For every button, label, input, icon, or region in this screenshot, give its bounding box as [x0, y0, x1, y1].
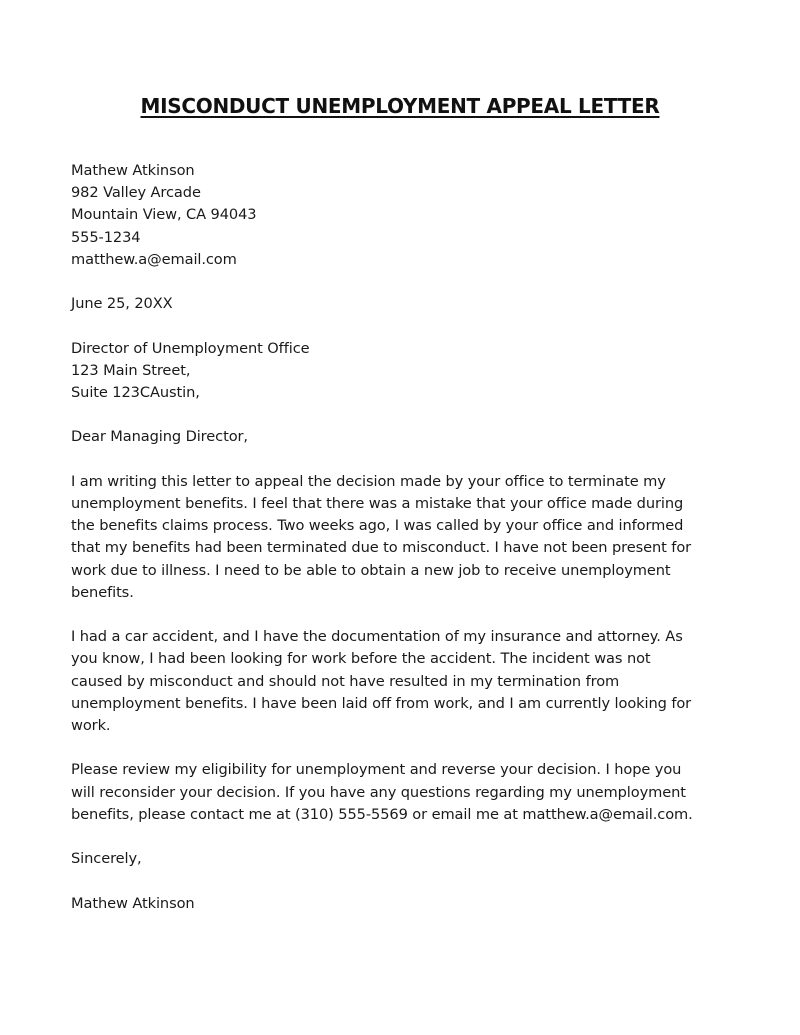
paragraph-line: you know, I had been looking for work before the accident. The incident was not: [71, 650, 651, 668]
recipient-address-block: [71, 338, 736, 405]
paragraph-line: that my benefits had been terminated due to misconduct. I have not been present for: [71, 539, 692, 557]
letter-body: [71, 160, 736, 915]
paragraph-line: unemployment benefits. I have been laid off from work, and I am currently looking for: [71, 694, 692, 712]
paragraph-line: work.: [71, 717, 111, 734]
recipient-street: 123 Main Street,: [71, 361, 191, 379]
signature-name: Mathew Atkinson: [71, 894, 195, 912]
sender-street: 982 Valley Arcade: [71, 184, 201, 202]
salutation: Dear Managing Director,: [71, 428, 248, 446]
closing: Sincerely,: [71, 850, 142, 868]
letter-title: MISCONDUCT UNEMPLOYMENT APPEAL LETTER: [140, 94, 660, 118]
paragraph-1: [71, 471, 736, 604]
paragraph-line: benefits.: [71, 583, 134, 601]
paragraph-line: unemployment benefits. I feel that there was a mistake that your office made during: [71, 494, 684, 512]
paragraph-line: I am writing this letter to appeal the decision made by your office to terminate my: [71, 472, 666, 490]
paragraph-line: Please review my eligibility for unemployment and reverse your decision. I hope you: [71, 761, 682, 779]
paragraph-line: will reconsider your decision. If you have any questions regarding my unemployment: [71, 783, 686, 801]
letter-date: June 25, 20XX: [71, 295, 173, 313]
sender-city-state-zip: Mountain View, CA 94043: [71, 206, 257, 224]
paragraph-line: work due to illness. I need to be able to obtain a new job to receive unemployment: [71, 561, 671, 579]
recipient-suite: Suite 123CAustin,: [71, 384, 200, 401]
sender-email: matthew.a@email.com: [71, 250, 237, 268]
paragraph-2: [71, 626, 736, 737]
paragraph-line: the benefits claims process. Two weeks ago, I was called by your office and informed: [71, 517, 684, 535]
paragraph-line: I had a car accident, and I have the documentation of my insurance and attorney. As: [71, 628, 683, 646]
sender-phone: 555-1234: [71, 228, 141, 246]
paragraph-line: benefits, please contact me at (310) 555-5569 or email me at matthew.a@email.com.: [71, 805, 693, 823]
sender-name: Mathew Atkinson: [71, 162, 195, 179]
recipient-title: Director of Unemployment Office: [71, 339, 310, 357]
sender-address-block: [71, 160, 736, 271]
paragraph-line: caused by misconduct and should not have resulted in my termination from: [71, 672, 620, 690]
paragraph-3: [71, 759, 736, 826]
